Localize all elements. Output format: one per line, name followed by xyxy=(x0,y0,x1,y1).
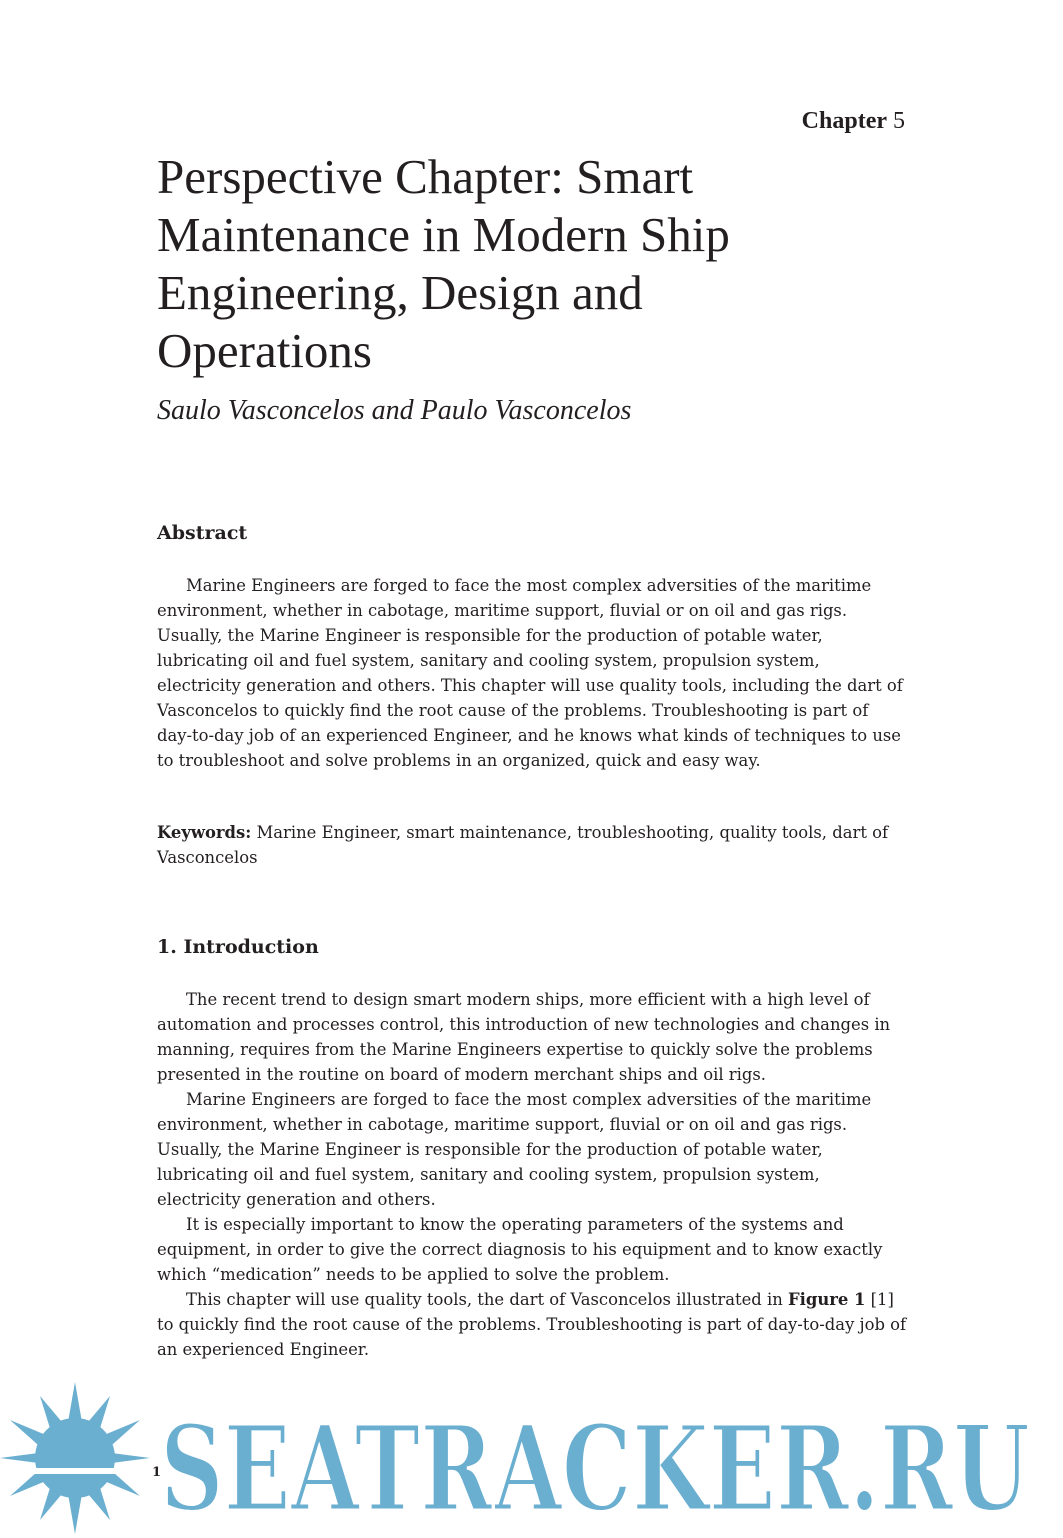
chapter-label xyxy=(802,108,905,135)
intro-paragraph-1: The recent trend to design smart modern ships, more efficient with a high level of automation and processes control, this introduction of new technologies and changes in manning, requires from the Marine Engineers expertise to quickly solve the problems presented in the routine on board of modern merchant ships and oil rigs. xyxy=(157,990,891,1084)
page-number: 1 xyxy=(152,1465,162,1480)
paper-title: Perspective Chapter: Smart Maintenance in Modern Ship Engineering, Design and Operations xyxy=(157,149,730,378)
watermark-text: SEATRACKER.RU xyxy=(160,1399,1030,1538)
abstract-paragraph: Marine Engineers are forged to face the most complex adversities of the maritime environment, whether in cabotage, maritime support, fluvial or on oil and gas rigs. Usually, the Marine Engineer is responsible for the production of potable water, lubricating oil and fuel system, sanitary and cooling system, propulsion system, electricity generation and others. This chapter will use quality tools, including the dart of Vasconcelos to quickly find the root cause of the problems. Troubleshooting is part of day-to-day job of an experienced Engineer, and he knows what kinds of techniques to use to troubleshoot and solve problems in an organized, quick and easy way. xyxy=(157,576,903,770)
keywords xyxy=(157,820,907,870)
seatracker-watermark xyxy=(0,1380,1063,1538)
intro-p4-start: This chapter will use quality tools, the dart of Vasconcelos illustrated in xyxy=(186,1290,788,1309)
intro-p4-end: [1] to quickly find the root cause of the problems. Troubleshooting is part of day-to-day job of an experienced Engineer. xyxy=(157,1290,907,1359)
intro-paragraph-4 xyxy=(157,1287,907,1362)
figure-1-reference[interactable]: Figure 1 xyxy=(788,1290,866,1309)
chapter-word: Chapter xyxy=(801,108,887,134)
authors: Saulo Vasconcelos and Paulo Vasconcelos xyxy=(157,395,632,426)
introduction-body xyxy=(157,987,907,1362)
introduction-heading: 1. Introduction xyxy=(157,936,319,958)
chapter-number: 5 xyxy=(893,108,905,134)
keywords-label: Keywords: xyxy=(157,823,252,842)
intro-paragraph-3: It is especially important to know the operating parameters of the systems and equipment, in order to give the correct diagnosis to his equipment and to know exactly which “medication” needs to be applied to solve the problem. xyxy=(157,1215,883,1284)
sun-logo-icon xyxy=(0,1382,150,1534)
abstract-heading: Abstract xyxy=(157,522,248,544)
keywords-text: Marine Engineer, smart maintenance, troubleshooting, quality tools, dart of Vasconcelos xyxy=(157,823,889,867)
abstract-body xyxy=(157,573,907,773)
intro-paragraph-2: Marine Engineers are forged to face the most complex adversities of the maritime environment, whether in cabotage, maritime support, fluvial or on oil and gas rigs. Usually, the Marine Engineer is responsible for the production of potable water, lubricating oil and fuel system, sanitary and cooling system, propulsion system, electricity generation and others. xyxy=(157,1090,872,1209)
